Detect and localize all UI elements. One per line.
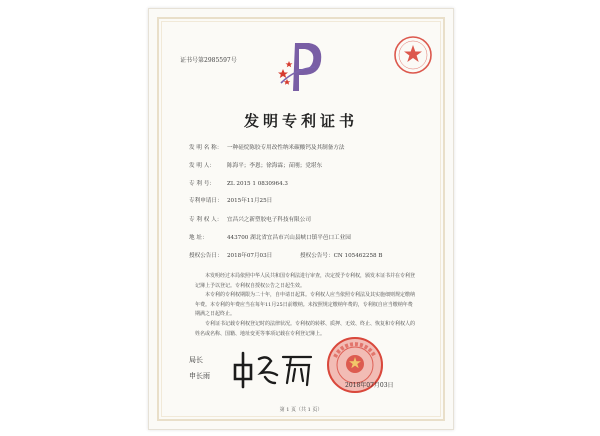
patentee-label: 专 利 权 人：: [189, 217, 223, 223]
invention-name-row: [189, 143, 344, 151]
patent-number-label: 专 利 号：: [189, 181, 215, 187]
certificate-number: 证书号第2985597号: [180, 57, 237, 64]
invention-name-label: 发 明 名 称：: [189, 145, 223, 151]
invention-name: 一种硅烷陈胶专用改性纳米碳酸钙及其制备方法: [227, 145, 345, 151]
patent-number-row: [189, 179, 288, 187]
patent-certificate: [148, 8, 454, 430]
inventors: 陈海平；李恩；徐海霖；苗刚；党堪东: [227, 163, 323, 169]
patentee-row: [189, 215, 311, 223]
body-paragraph: 本发明经过本局依照中华人民共和国专利法进行审查，决定授予专利权，颁发本证书并在专利登记簿上予以登记。专利权自授权公告之日起生效。: [195, 273, 416, 289]
page-footer: 第 1 页（共 1 页）: [279, 407, 323, 413]
filing-date-row: [189, 196, 272, 204]
grant-number-row: [300, 251, 382, 259]
certificate-body-text: [195, 272, 415, 339]
patent-office-logo-icon: [275, 39, 327, 94]
address: 443700 湖北省宜昌市兴山县峡口镇平邑口工业园: [227, 235, 351, 241]
inventors-row: [189, 161, 322, 169]
grant-date: 2018年07月03日: [227, 253, 273, 259]
director-name: 申长雨: [189, 372, 210, 380]
top-seal-icon: [393, 35, 433, 75]
signature-icon: [231, 349, 316, 389]
filing-date-label: 专利申请日：: [189, 198, 223, 204]
grant-number-label: 授权公告号：: [300, 253, 334, 259]
grant-number: CN 105462258 B: [333, 253, 383, 259]
inventors-label: 发 明 人：: [189, 163, 215, 169]
director-label: 局长: [189, 356, 203, 364]
seal-date: 2018年07月03日: [345, 382, 394, 389]
address-row: [189, 233, 351, 241]
address-label: 地 址：: [189, 235, 208, 241]
grant-date-label: 授权公告日：: [189, 253, 223, 259]
patent-number: ZL 2015 1 0830964.3: [227, 181, 288, 187]
patentee: 宜昌兴之新塑胶电子科技有限公司: [227, 217, 311, 223]
filing-date: 2015年11月25日: [227, 198, 273, 204]
grant-date-row: [189, 251, 272, 259]
body-paragraph: 本专利的专利权期限为二十年，自申请日起算。专利权人应当依照专利法及其实施细则规定缴纳年费。本专利的年费应当在每年11月25日前缴纳。未按照规定缴纳年费的，专利权自应当缴纳年费期满之日起终止。: [195, 292, 416, 318]
certificate-title: 发明专利证书: [243, 112, 358, 130]
body-paragraph: 专利证书记载专利权登记时的法律状况。专利权的转移、质押、无效、终止、恢复和专利权人的姓名或名称、国籍、地址变更等事项记载在专利登记簿上。: [195, 320, 416, 337]
